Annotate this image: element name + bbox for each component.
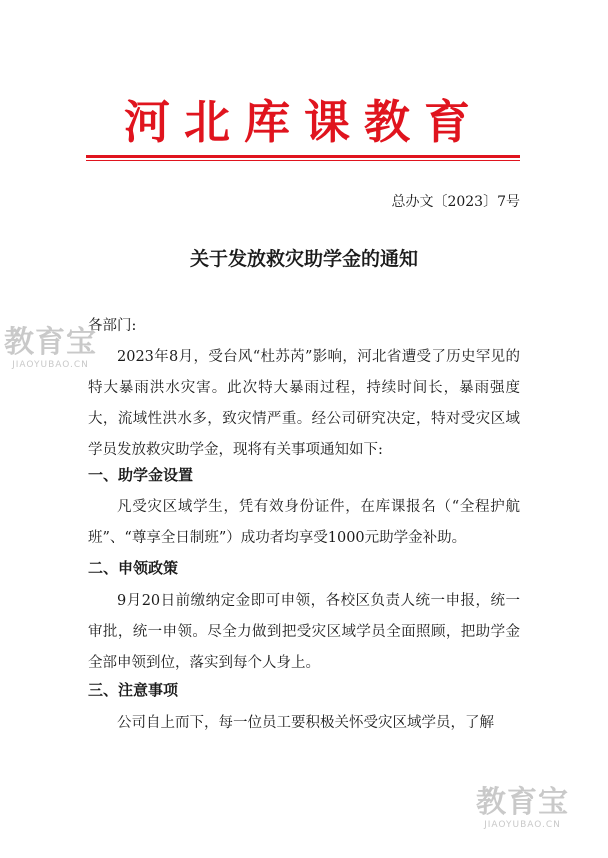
letterhead-red-rule-thin (86, 160, 520, 161)
org-letterhead-title: 河北库课教育 (124, 95, 484, 149)
letterhead-red-rule-thick (86, 155, 520, 158)
salutation: 各部门: (88, 318, 137, 334)
section-paragraph-application-policy: 9月20日前缴纳定金即可申领，各校区负责人统一申报，统一审批，统一申领。尽全力做到把受灾区域学员全面照顾，把助学金全部申领到位，落实到每个人身上。 (88, 593, 520, 671)
watermark-brand: 教育宝 (476, 785, 569, 820)
section-heading-application-policy: 二、申领政策 (88, 559, 179, 577)
notice-title: 关于发放救灾助学金的通知 (189, 248, 418, 270)
watermark-brand: 教育宝 (4, 325, 97, 360)
section-heading-notes: 三、注意事项 (88, 681, 179, 699)
section-heading-grant-setting: 一、助学金设置 (88, 466, 194, 484)
section-paragraph-notes: 公司自上而下，每一位员工要积极关怀受灾区域学员，了解 (117, 715, 494, 731)
watermark-url: JIAOYUBAO.CN (12, 360, 89, 370)
section-paragraph-grant-setting: 凡受灾区域学生，凭有效身份证件，在库课报名（“全程护航班”、“尊享全日制班”）成功者均享受1000元助学金补助。 (88, 499, 520, 546)
intro-paragraph: 2023年8月，受台风“杜苏芮”影响，河北省遭受了历史罕见的特大暴雨洪水灾害。此次特大暴雨过程，持续时间长，暴雨强度大，流域性洪水多，致灾情严重。经公司研究决定，特对受灾区域学员发放救灾助学金，现将有关事项通知如下: (88, 349, 520, 458)
watermark (4, 326, 97, 371)
document-number: 总办文〔2023〕7号 (391, 194, 520, 210)
watermark-url: JIAOYUBAO.CN (484, 820, 561, 830)
watermark (476, 786, 569, 831)
